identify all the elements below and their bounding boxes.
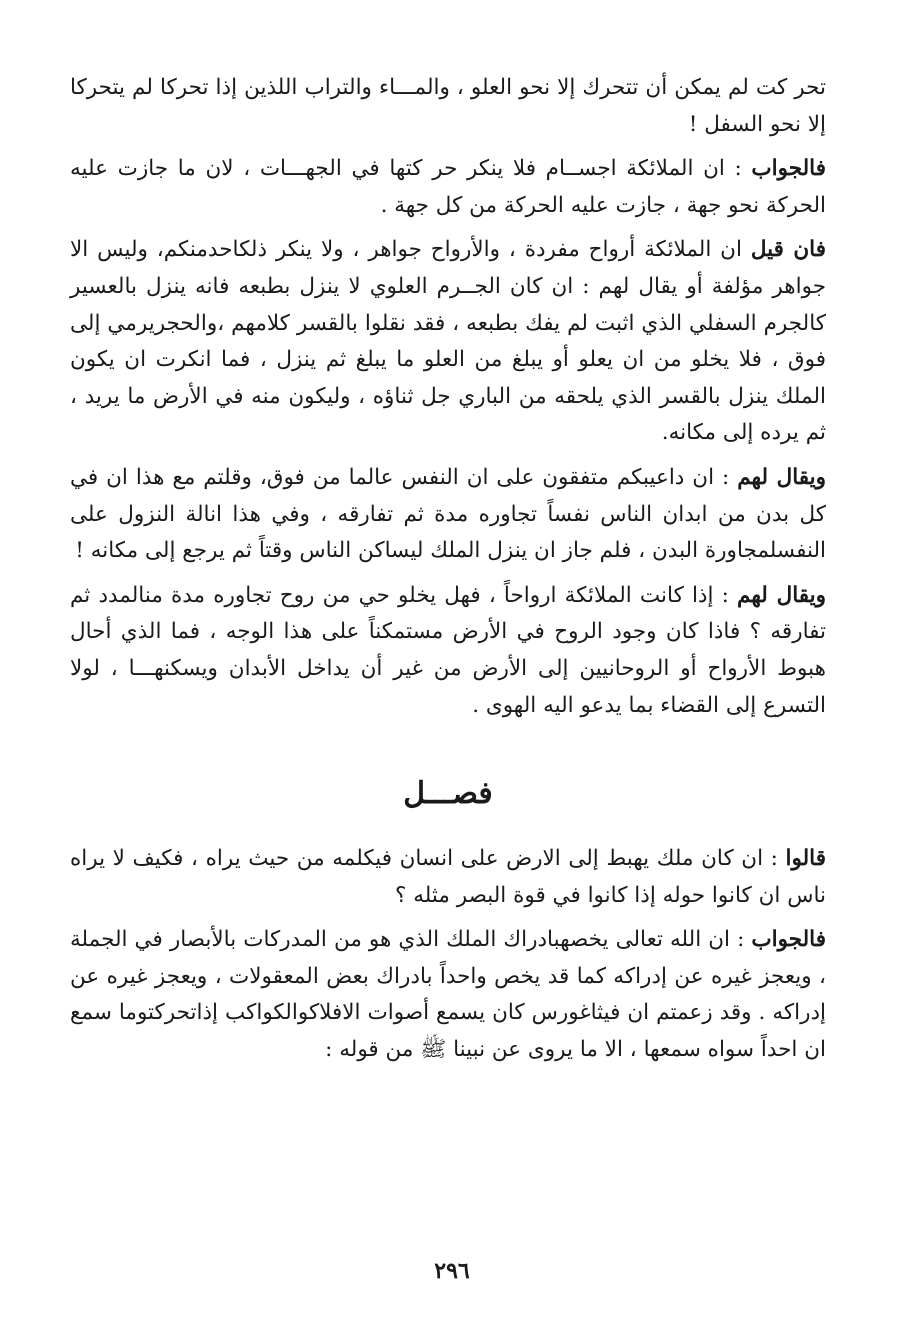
paragraph-6 [70,841,826,914]
paragraph-text: : ان داعيبكم متفقون على ان النفس عالما من فوق، وقلتم مع هذا ان في كل بدن من ابدان الناس نفساً تجاوره مدة ثم تفارقه ، وفي هذا انالة النزول على النفسلمجاورة البدن ، فلم جاز ان ينزل الملك ليساكن الناس وقتاً ثم يرجع إلى مكانه ! [70,464,826,564]
paragraph-text: : ان كان ملك يهبط إلى الارض على انسان فيكلمه من حيث يراه ، فكيف لا يراه ناس ان كانوا حوله إذا كانوا في قوة البصر مثله ؟ [70,846,826,908]
paragraph-text: ان الملائكة أرواح مفردة ، والأرواح جواهر ، ولا ينكر ذلكاحدمنكم، وليس الا جواهر مؤلفة أو يقال لهم : ان كان الجــرم العلوي لا ينزل بطبعه فانه ينزل بالعسير كالجرم السفلي الذي اثبت لم يفك بطبعه ، فقد نقلوا بالقسر كلامهم ،والحجريرمي إلى فوق ، فلا يخلو من ان يعلو أو يبلغ من العلو ما يبلغ ثم ينزل ، فما انكرت ان يكون الملك ينزل بالقسر الذي يلحقه من الباري جل ثناؤه ، وليكون منه في الأرض ما يريد ، ثم يرده إلى مكانه. [70,237,826,446]
paragraph-lead: فالجواب [751,156,826,182]
paragraph-lead: ويقال لهم [737,464,827,490]
page-number: ٢٩٦ [434,1258,470,1284]
paragraph-lead: فان قيل [750,237,827,263]
paragraph-text: : إذا كانت الملائكة ارواحاً ، فهل يخلو حي من روح تجاوره مدة منالمدد ثم تفارقه ؟ فاذا كان وجود الروح في الأرض مستمكناً على هذا الوجه ، فما الذي أحال هبوط الأرواح أو الروحانيين إلى الأرض من غير أن يداخل الأبدان ويسكنهـــا ، لولا التسرع إلى القضاء بما يدعو اليه الهوى . [70,582,826,718]
paragraph-7 [70,922,826,1068]
paragraph-text: تحر كت لم يمكن أن تتحرك إلا نحو العلو ، والمـــاء والتراب اللذين إذا تحركا لم يتحركا إلا نحو السفل ! [70,75,826,137]
paragraph-text: : ان الله تعالى يخصهبادراك الملك الذي هو من المدركات بالأبصار في الجملة ، ويعجز غيره عن إدراكه كما قد يخص واحداً بادراك بعض المعقولات ، ويعجز غيره عن إدراكه . وقد زعمتم ان فيثاغورس كان يسمع أصوات الافلاكوالكواكب إذاتحركتوما سمع ان احداً سواه سمعها ، الا ما يروى عن نبينا ﷺ من قوله : [70,927,826,1063]
paragraph-1 [70,70,826,143]
paragraph-lead: ويقال لهم [737,582,826,608]
section-heading: فصـــل [403,776,493,812]
paragraph-5 [70,578,826,724]
paragraph-lead: فالجواب [751,927,826,953]
paragraph-lead: قالوا [785,846,826,872]
paragraph-2 [70,151,826,224]
paragraph-text: : ان الملائكة اجســام فلا ينكر حر كتها في الجهـــات ، لان ما جازت عليه الحركة نحو جهة ، جازت عليه الحركة من كل جهة . [70,156,826,218]
paragraph-4 [70,460,826,570]
paragraph-3 [70,232,826,452]
